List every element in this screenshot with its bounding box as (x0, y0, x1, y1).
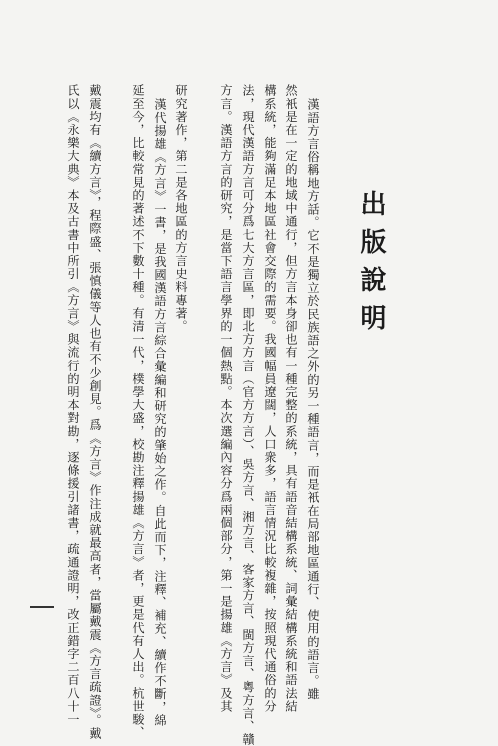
paragraph-2-line-1: 漢代揚雄《方言》一書，是我國漢語方言綜合彙編和研究的肇始之作。自此而下，注釋、補充、續作不斷，綿 (153, 98, 167, 727)
paragraph-1-line-4: 法，現代漢語方言可分爲七大方言區，即北方方言（官方方言）、吳方言、湘方言、客家方言、閩方言、粵方言、贛 (241, 84, 255, 746)
paragraph-1-line-3: 構系統，能夠滿足本地區社會交際的需要。我國幅員遼闊，人口衆多，語言情況比較複雜，按照現代通俗的分 (263, 84, 277, 713)
paragraph-1-line-2: 然衹是在一定的地域中通行，但方言本身卻也有一種完整的系統，具有語音結構系統、詞彙結構系統和語法結 (284, 84, 298, 713)
paragraph-1-line-1: 漢語方言俗稱地方話。它不是獨立於民族語之外的另一種語言，而是衹在局部地區通行、使用的語言。雖 (306, 98, 320, 701)
paragraph-2-line-2: 延至今，比較常見的著述不下數十種。有清一代，樸學大盛，校勘注釋揚雄《方言》者，更是代有人出。杭世駿、 (131, 84, 145, 739)
paragraph-1-line-6: 研究著作，第二是各地區的方言史料專著。 (174, 84, 188, 333)
page-folio-mark (30, 606, 54, 608)
paragraph-1-line-5: 方言。漢語方言的研究，是當下語言學界的一個熱點。本次選編內容分爲兩個部分，第一是揚雄《方言》及其 (219, 84, 233, 713)
paragraph-2-line-3: 戴震均有《續方言》，程際盛、張慎儀等人也有不少創見。爲《方言》作注成就最高者，當屬戴震《方言疏證》。戴 (88, 84, 102, 740)
page-title: 出版說明 (356, 190, 386, 342)
paragraph-2-line-4: 氏以《永樂大典》本及古書中所引《方言》與流行的明本對勘，逐條援引諸書，疏通證明，改正錯字二百八十一 (66, 84, 80, 726)
